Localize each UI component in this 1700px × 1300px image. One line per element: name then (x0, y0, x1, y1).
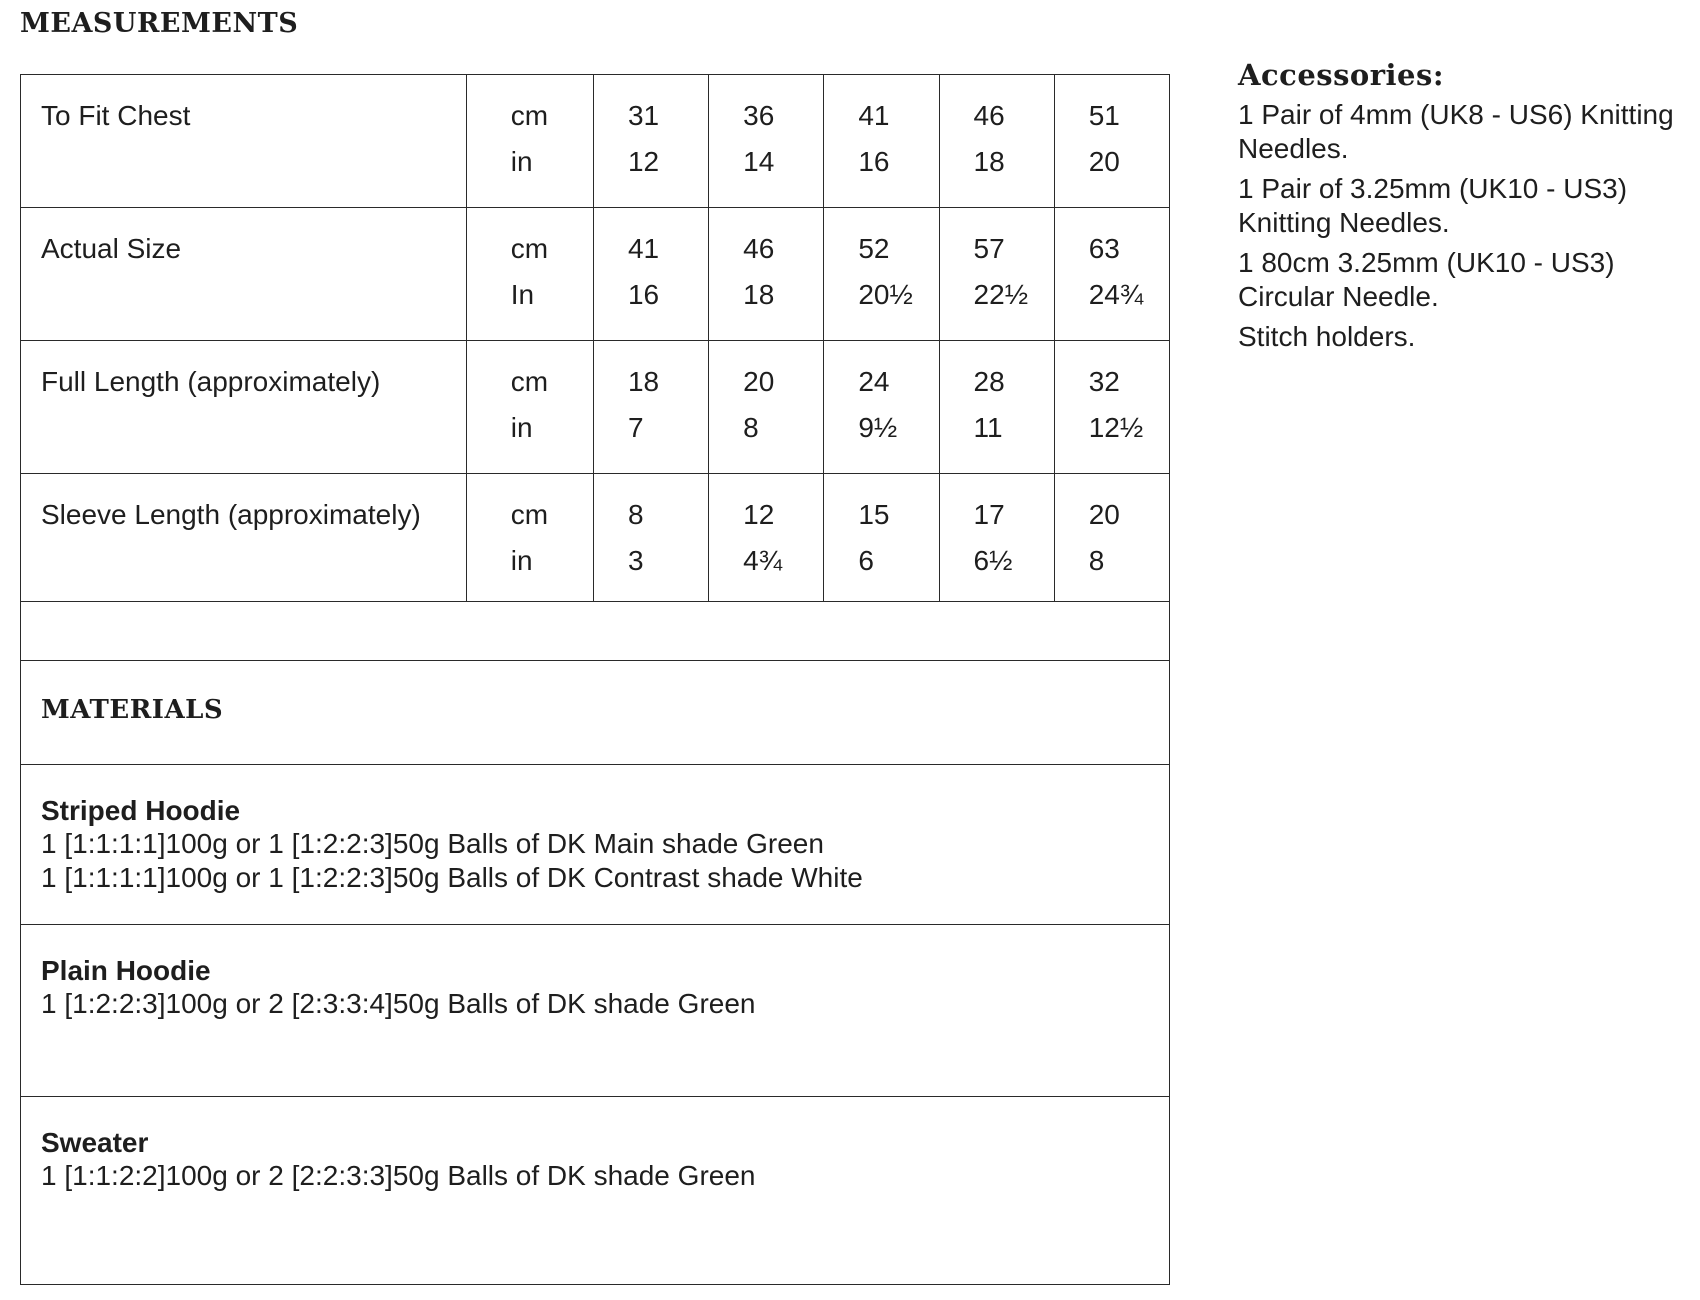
value-cell: 41 16 (824, 75, 939, 208)
material-item (21, 765, 1169, 925)
material-line: 1 [1:1:1:1]100g or 1 [1:2:2:3]50g Balls of DK Main shade Green (41, 828, 824, 859)
material-line: 1 [1:1:2:2]100g or 2 [2:2:3:3]50g Balls of DK shade Green (41, 1160, 756, 1191)
value-cell: 46 18 (939, 75, 1054, 208)
value-cell: 31 12 (593, 75, 708, 208)
value-cell: 63 24¾ (1054, 208, 1169, 341)
accessory-item: 1 80cm 3.25mm (UK10 - US3) Circular Needle. (1238, 247, 1615, 312)
material-item (21, 925, 1169, 1097)
value-cell: 36 14 (709, 75, 824, 208)
value-cell: 28 11 (939, 341, 1054, 474)
materials-header (21, 655, 1169, 765)
value-cell: 12 4¾ (709, 474, 824, 602)
value-cell: 20 8 (1054, 474, 1169, 602)
value-cell: 24 9½ (824, 341, 939, 474)
accessory-item: 1 Pair of 3.25mm (UK10 - US3) Knitting Needles. (1238, 173, 1628, 238)
material-item-name: Plain Hoodie (41, 955, 211, 986)
accessories-section (1238, 58, 1688, 360)
row-label: Actual Size (21, 208, 467, 341)
row-label: To Fit Chest (21, 75, 467, 208)
unit-cell: cm in (466, 474, 593, 602)
accessories-title: Accessories: (1238, 58, 1445, 92)
materials-section (20, 655, 1170, 1285)
value-cell: 57 22½ (939, 208, 1054, 341)
value-cell: 32 12½ (1054, 341, 1169, 474)
blank-cell (21, 602, 1170, 661)
material-item (21, 1097, 1169, 1285)
table-row (21, 474, 1170, 602)
unit-cell: cm In (466, 208, 593, 341)
accessory-item: Stitch holders. (1238, 321, 1416, 352)
value-cell: 46 18 (709, 208, 824, 341)
materials-title: MATERIALS (41, 695, 224, 725)
material-line: 1 [1:1:1:1]100g or 1 [1:2:2:3]50g Balls of DK Contrast shade White (41, 862, 863, 893)
measurements-table (20, 74, 1170, 661)
unit-cell: cm in (466, 75, 593, 208)
material-item-name: Sweater (41, 1127, 149, 1158)
page-title: MEASUREMENTS (20, 8, 299, 39)
value-cell: 18 7 (593, 341, 708, 474)
table-blank-row (21, 602, 1170, 661)
row-label: Full Length (approximately) (21, 341, 467, 474)
value-cell: 15 6 (824, 474, 939, 602)
value-cell: 17 6½ (939, 474, 1054, 602)
accessory-item: 1 Pair of 4mm (UK8 - US6) Knitting Needles. (1238, 99, 1674, 164)
material-line: 1 [1:2:2:3]100g or 2 [2:3:3:4]50g Balls of DK shade Green (41, 988, 756, 1019)
material-item-name: Striped Hoodie (41, 795, 241, 826)
table-row (21, 208, 1170, 341)
value-cell: 8 3 (593, 474, 708, 602)
value-cell: 51 20 (1054, 75, 1169, 208)
row-label: Sleeve Length (approximately) (21, 474, 467, 602)
value-cell: 20 8 (709, 341, 824, 474)
table-row (21, 75, 1170, 208)
value-cell: 52 20½ (824, 208, 939, 341)
table-row (21, 341, 1170, 474)
unit-cell: cm in (466, 341, 593, 474)
value-cell: 41 16 (593, 208, 708, 341)
